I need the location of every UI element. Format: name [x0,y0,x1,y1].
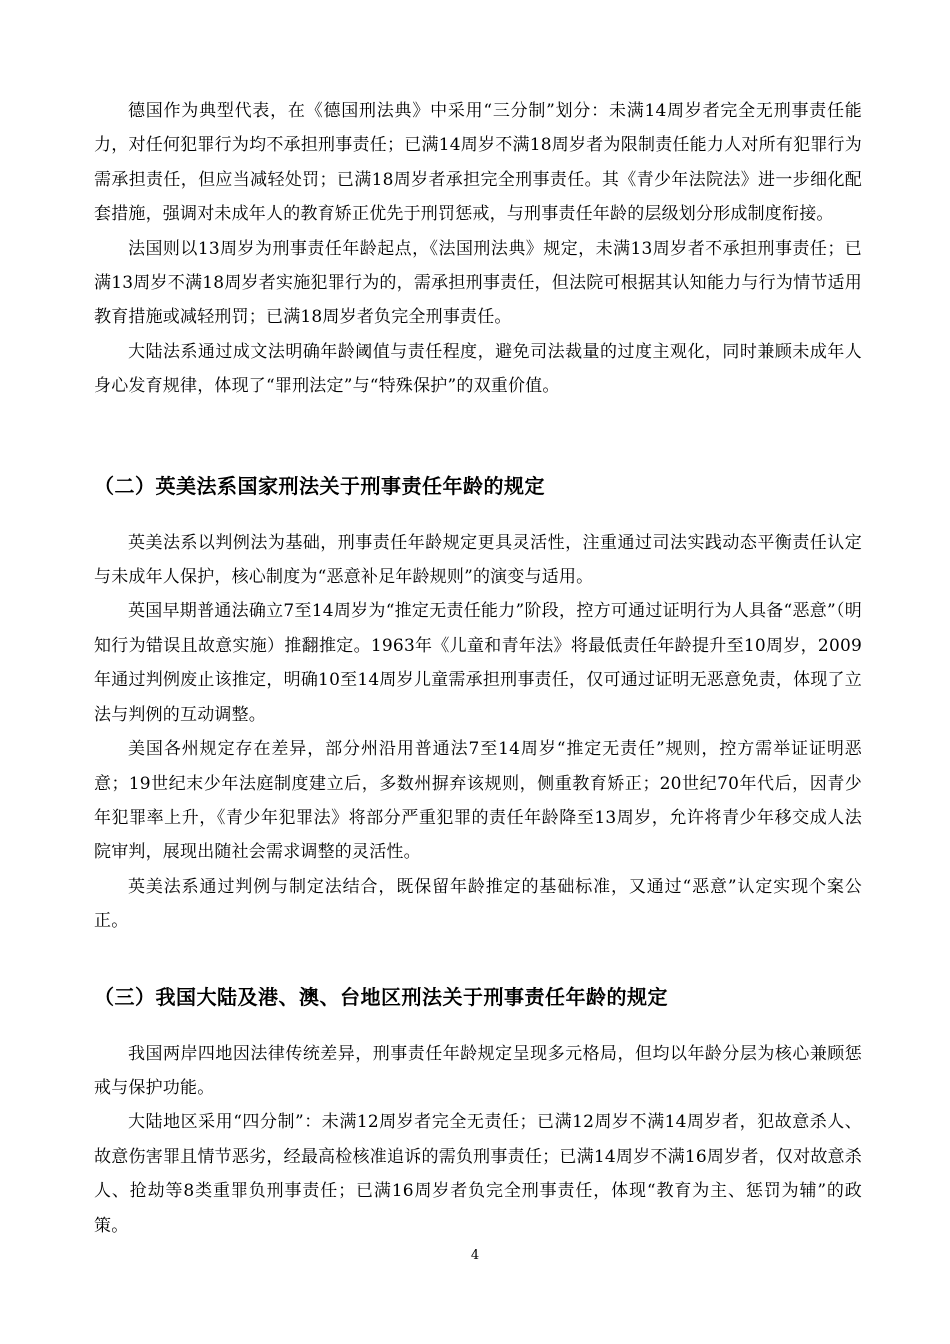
paragraph-common-law-summary: 英美法系通过判例与制定法结合，既保留年龄推定的基础标准，又通过“恶意”认定实现个案公正。 [94,876,862,932]
paragraph-china-intro: 我国两岸四地因法律传统差异，刑事责任年龄规定呈现多元格局，但均以年龄分层为核心兼顾惩戒与保护功能。 [94,1043,862,1098]
paragraph-mainland: 大陆地区采用“四分制”：未满12周岁者完全无责任；已满12周岁不满14周岁者，犯故意杀人、故意伤害罪且情节恶劣，经最高检核准追诉的需负刑事责任；已满14周岁不满16周岁者，仅对故意杀人、抢劫等8类重罪负刑事责任；已满16周岁者负完全刑事责任，体现“教育为主、惩罚为辅”的政策。 [94,1112,862,1236]
paragraph-common-law-intro: 英美法系以判例法为基础，刑事责任年龄规定更具灵活性，注重通过司法实践动态平衡责任认定与未成年人保护，核心制度为“恶意补足年龄规则”的演变与适用。 [94,532,862,588]
spacer [94,404,862,472]
page-number: 4 [470,1248,480,1263]
paragraph-civil-law-summary: 大陆法系通过成文法明确年龄阈值与责任程度，避免司法裁量的过度主观化，同时兼顾未成年人身心发育规律，体现了“罪刑法定”与“特殊保护”的双重价值。 [94,341,862,397]
spacer [94,939,862,983]
paragraph-uk: 英国早期普通法确立7至14周岁为“推定无责任能力”阶段，控方可通过证明行为人具备“恶意”（明知行为错误且故意实施）推翻推定。1963年《儿童和青年法》将最低责任年龄提升至10周岁，2009年通过判例废止该推定，明确10至14周岁儿童需承担刑事责任，仅可通过证明无恶意免责，体现了立法与判例的互动调整。 [94,601,862,725]
spacer [94,1011,862,1037]
document-page [94,94,862,1243]
section-heading-common-law: （二）英美法系国家刑法关于刑事责任年龄的规定 [94,473,545,498]
paragraph-usa: 美国各州规定存在差异，部分州沿用普通法7至14周岁“推定无责任”规则，控方需举证证明恶意；19世纪末少年法庭制度建立后，多数州摒弃该规则，侧重教育矫正；20世纪70年代后，因青少年犯罪率上升，《青少年犯罪法》将部分严重犯罪的责任年龄降至13周岁，允许将青少年移交成人法院审判，展现出随社会需求调整的灵活性。 [94,739,862,863]
paragraph-germany: 德国作为典型代表，在《德国刑法典》中采用“三分制”划分：未满14周岁者完全无刑事责任能力，对任何犯罪行为均不承担刑事责任；已满14周岁不满18周岁者为限制责任能力人对所有犯罪行为需承担责任，但应当减轻处罚；已满18周岁者承担完全刑事责任。其《青少年法院法》进一步细化配套措施，强调对未成年人的教育矫正优先于刑罚惩戒，与刑事责任年龄的层级划分形成制度衔接。 [94,101,862,225]
paragraph-france: 法国则以13周岁为刑事责任年龄起点，《法国刑法典》规定，未满13周岁者不承担刑事责任；已满13周岁不满18周岁者实施犯罪行为的，需承担刑事责任，但法院可根据其认知能力与行为情节适用教育措施或减轻刑罚；已满18周岁者负完全刑事责任。 [94,238,862,328]
spacer [94,500,862,526]
section-heading-china-regions: （三）我国大陆及港、澳、台地区刑法关于刑事责任年龄的规定 [94,984,668,1009]
